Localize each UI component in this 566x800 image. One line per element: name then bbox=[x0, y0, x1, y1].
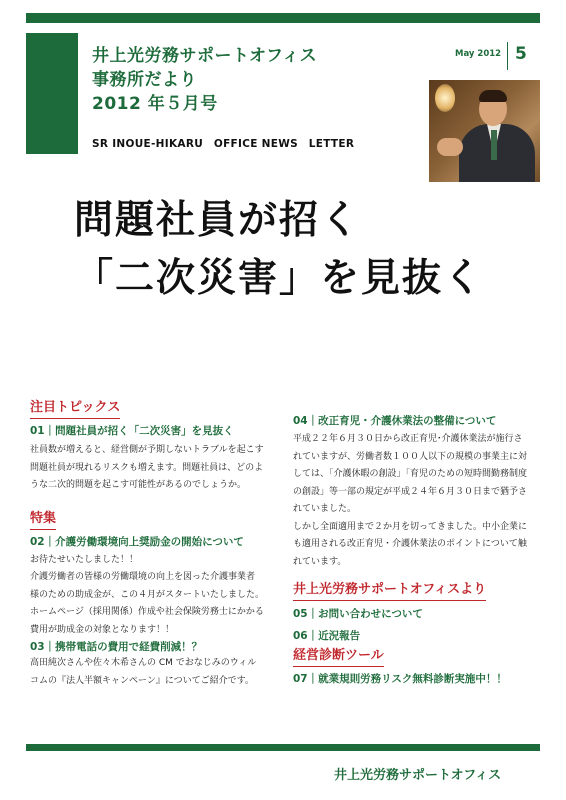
title-office-name: 井上光労務サポートオフィス bbox=[92, 46, 318, 66]
newsletter-title bbox=[92, 44, 317, 116]
main-headline bbox=[74, 192, 534, 308]
article-04-line: の創設」等一部の規定が平成２４年６月３０日まで猶予さ bbox=[293, 486, 528, 497]
headline-line-2: 「二次災害」を見抜く bbox=[74, 256, 485, 301]
author-photo bbox=[429, 80, 540, 182]
article-02-line: 介護労働者の皆様の労働環境の向上を図った介護事業者 bbox=[30, 572, 256, 582]
article-01-line: 社員数が増えると、経営側が予期しないトラブルを起こす bbox=[30, 445, 264, 455]
issue-date: May 2012 bbox=[455, 49, 502, 59]
photo-lamp bbox=[435, 84, 455, 112]
article-03-line: コムの『法人半額キャンペーン』についてご紹介です。 bbox=[30, 675, 254, 686]
article-04-line: しかし全面適用まで２か月を切ってきました。中小企業に bbox=[293, 521, 528, 532]
article-04-line: しては、「介護休暇の創設」「育児のための短時間勤務制度 bbox=[293, 469, 528, 479]
article-02-line: お待たせいたしました！！ bbox=[30, 554, 139, 565]
article-01-line: うな二次的問題を起こす可能性があるのでしょうか。 bbox=[30, 480, 247, 490]
article-07-title[interactable]: 07｜就業規則労務リスク無料診断実施中！！ bbox=[293, 673, 507, 685]
article-03-line: 高田純次さんや佐々木希さんの CM でおなじみのウィル bbox=[30, 658, 257, 668]
article-01-title[interactable]: 01｜問題社員が招く「二次災害」を見抜く bbox=[30, 425, 234, 437]
diagnosis-heading: 経営診断ツール bbox=[293, 647, 384, 667]
article-04-line: れていますが、労働者数１００人以下の規模の事業主に対 bbox=[293, 451, 528, 462]
left-column bbox=[30, 396, 274, 690]
article-04-body bbox=[293, 431, 541, 571]
article-04-line: れていました。 bbox=[293, 504, 357, 514]
right-column bbox=[293, 413, 541, 687]
article-01-line: 問題社員が現れるリスクも増えます。問題社員は、どのよ bbox=[30, 462, 264, 473]
issue-divider bbox=[507, 42, 508, 70]
article-04-line: 平成２２年６月３０日から改正育児･介護休業法が施行さ bbox=[293, 434, 523, 444]
title-issue: 2012 年５月号 bbox=[92, 94, 218, 114]
footer-office-name: 井上光労務サポートオフィス bbox=[334, 768, 502, 783]
photo-hair bbox=[479, 90, 507, 102]
article-01-body bbox=[30, 442, 274, 495]
title-newsletter-name: 事務所だより bbox=[92, 70, 197, 90]
top-accent-bar bbox=[26, 13, 540, 23]
article-02-line: 費用が助成金の対象となります！！ bbox=[30, 624, 175, 635]
article-02-line: 様のための助成金が、この４月がスタートいたしました。 bbox=[30, 589, 265, 600]
special-heading: 特集 bbox=[30, 510, 56, 530]
article-03-body bbox=[30, 655, 274, 690]
article-06-title[interactable]: 06｜近況報告 bbox=[293, 630, 361, 642]
headline-line-1: 問題社員が招く bbox=[74, 198, 362, 243]
photo-tie bbox=[491, 130, 497, 160]
article-02-line: ホームページ（採用関係）作成や社会保険労務士にかかる bbox=[30, 607, 264, 617]
article-03-title[interactable]: 03｜携帯電話の費用で経費削減！？ bbox=[30, 641, 203, 653]
english-subtitle: SR INOUE-HIKARU OFFICE NEWS LETTER bbox=[92, 138, 355, 150]
article-05-title[interactable]: 05｜お問い合わせについて bbox=[293, 608, 423, 620]
article-04-line: も適用される改正育児・介護休業法のポイントについて触 bbox=[293, 539, 527, 549]
header-green-block bbox=[26, 33, 78, 154]
article-02-body bbox=[30, 552, 274, 640]
article-02-title[interactable]: 02｜介護労働環境向上奨励金の開始について bbox=[30, 535, 244, 548]
featured-topics-heading: 注目トピックス bbox=[30, 399, 120, 419]
article-04-title[interactable]: 04｜改正育児・介護休業法の整備について bbox=[293, 415, 497, 427]
issue-number: 5 bbox=[515, 44, 527, 64]
photo-hand bbox=[437, 138, 463, 156]
bottom-accent-bar bbox=[26, 744, 540, 751]
article-04-line: れています。 bbox=[293, 556, 347, 567]
from-office-heading: 井上光労務サポートオフィスより bbox=[293, 581, 486, 601]
